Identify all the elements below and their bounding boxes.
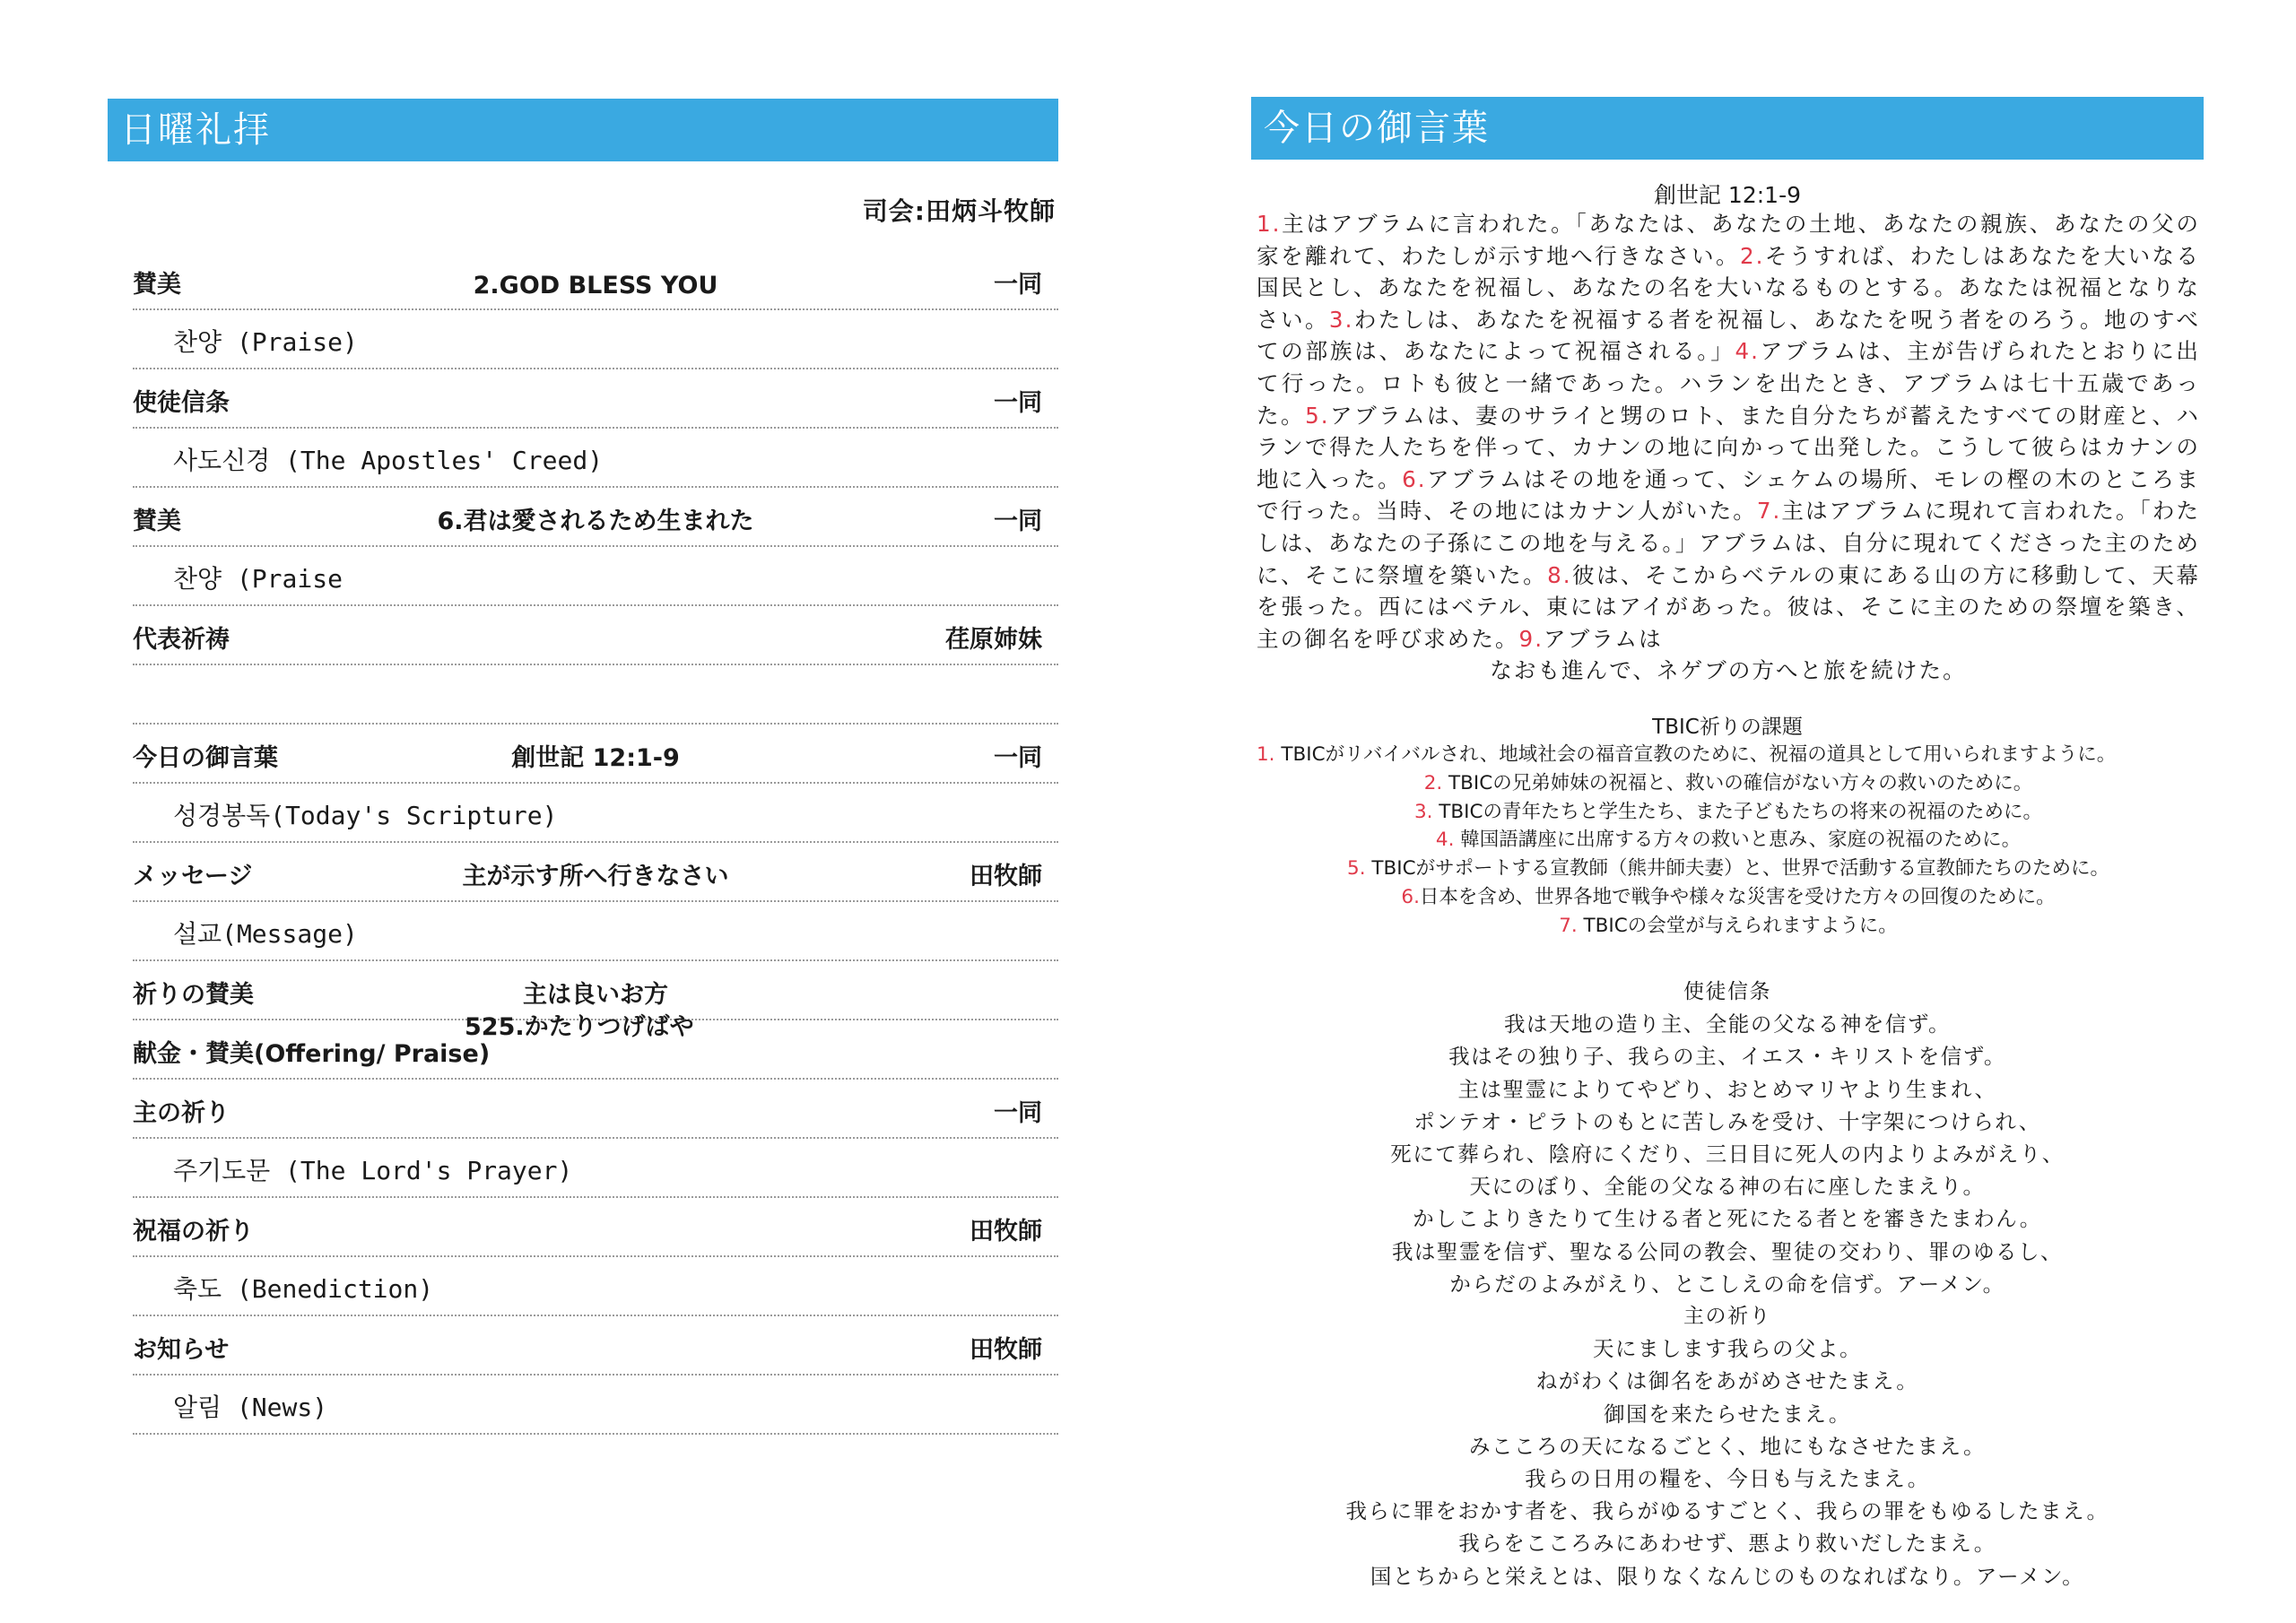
prayer-request-item xyxy=(1257,883,2200,912)
prayer-text: TBICがリバイバルされ、地域社会の福音宣教のために、祝福の道具として用いられますように。 xyxy=(1274,743,2117,766)
item-leader: 一同 xyxy=(994,744,1042,772)
lords-prayer-line: 我らに罪をおかす者を、我らがゆるすごとく、我らの罪をもゆるしたまえ。 xyxy=(1345,1498,2109,1524)
program-item-subtitle xyxy=(133,1139,1058,1198)
verse-text: アブラムは、主が告げられたとおりに出て行った。ロトも彼と一緒であった。ハランを出たとき、アブラムは七十五歳であった。 xyxy=(1257,338,2200,429)
item-title: 使徒信条 xyxy=(133,389,230,417)
program-item-subtitle xyxy=(133,784,1058,843)
scripture-reference: 創世記 12:1-9 xyxy=(1653,182,1801,208)
verse-text: わたしは、あなたを祝福する者を祝福し、あなたを呪う者をのろう。地のすべての部族は、あなたによって祝福される。」 xyxy=(1257,306,2200,365)
prayer-request-item xyxy=(1257,826,2200,855)
verse-text: そうすれば、わたしはあなたを大いなる国民とし、あなたを祝福し、あなたの名を大いなるものとする。あなたは祝福となりなさい。 xyxy=(1257,242,2200,333)
verse-text: 主はアブラムに現れて言われた。「わたしは、あなたの子孫にこの地を与える。」アブラムは、自分に現れてくださった主のために、そこに祭壇を築いた。 xyxy=(1257,498,2200,588)
item-detail: 創世記 12:1-9 xyxy=(511,744,680,772)
program-item xyxy=(133,369,1058,429)
item-title: メッセージ xyxy=(133,863,253,890)
item-leader: 一同 xyxy=(994,271,1042,299)
verse-text: アブラムはその地を通って、シェケムの場所、モレの樫の木のところまで行った。当時、その地にはカナン人がいた。 xyxy=(1257,465,2200,525)
item-korean-label: 찬양 (Praise xyxy=(173,564,343,594)
prayer-request-item xyxy=(1257,855,2200,883)
prayer-number: 3. xyxy=(1413,800,1433,823)
item-leader: 一同 xyxy=(994,1099,1042,1127)
lords-prayer-title: 主の祈り xyxy=(1683,1305,1771,1329)
prayer-request-item xyxy=(1257,741,2200,769)
verse-number: 7. xyxy=(1756,498,1782,525)
prayer-text: TBICの会堂が与えられますように。 xyxy=(1577,914,1898,937)
item-korean-label: 주기도문 (The Lord's Prayer) xyxy=(173,1156,573,1185)
lords-prayer-line: 天にまします我らの父よ。 xyxy=(1593,1336,1862,1362)
program-item-subtitle xyxy=(133,1376,1058,1435)
todays-word-banner: 今日の御言葉 xyxy=(1251,97,2204,160)
lords-prayer-line: ねがわくは御名をあがめさせたまえ。 xyxy=(1535,1368,1919,1394)
item-detail: 主は良いお方 xyxy=(523,981,668,1009)
program-item xyxy=(133,1013,1058,1080)
program-item xyxy=(133,1198,1058,1257)
item-korean-label: 알림 (News) xyxy=(173,1393,328,1422)
item-title: 賛美 xyxy=(133,271,181,299)
prayer-number: 5. xyxy=(1347,857,1366,881)
creed-line: 我は聖霊を信ず、聖なる公同の教会、聖徒の交わり、罪のゆるし、 xyxy=(1391,1238,2064,1264)
lords-prayer-line: みこころの天になるごとく、地にもなさせたまえ。 xyxy=(1469,1433,1986,1459)
item-korean-label: 설교(Message) xyxy=(173,919,358,949)
item-title: 今日の御言葉 xyxy=(133,744,278,772)
item-leader: 荏原姉妹 xyxy=(945,626,1042,654)
item-detail: 6.君は愛されるため生まれた xyxy=(437,508,754,535)
program-item-subtitle xyxy=(133,429,1058,488)
creed-and-prayer xyxy=(1251,976,2204,1593)
item-leader: 田牧師 xyxy=(970,1218,1042,1245)
program-item xyxy=(133,1316,1058,1376)
prayer-number: 6. xyxy=(1401,885,1420,908)
lords-prayer-line: 我らをこころみにあわせず、悪より救いだしたまえ。 xyxy=(1458,1531,1996,1557)
lords-prayer-line: 御国を来たらせたまえ。 xyxy=(1604,1401,1851,1427)
item-title: 代表祈祷 xyxy=(133,626,230,654)
prayer-request-item xyxy=(1257,912,2200,941)
program-item-subtitle xyxy=(133,547,1058,606)
creed-line: 我は天地の造り主、全能の父なる神を信ず。 xyxy=(1503,1011,1952,1037)
verse-text-final: なおも進んで、ネゲブの方へと旅を続けた。 xyxy=(1490,657,1967,684)
prayer-text: TBICの青年たちと学生たち、また子どもたちの将来の祝福のために。 xyxy=(1432,800,2043,823)
creed-line: からだのよみがえり、とこしえの命を信ず。アーメン。 xyxy=(1449,1271,2005,1297)
verse-text: アブラムは xyxy=(1544,625,1663,652)
scripture-text xyxy=(1257,208,2200,687)
item-title: お知らせ xyxy=(133,1336,230,1364)
prayer-text: TBICがサポートする宣教師（熊井師夫妻）と、世界で活動する宣教師たちのために。 xyxy=(1365,857,2109,881)
item-korean-label: 찬양 (Praise) xyxy=(173,327,358,357)
prayer-number: 2. xyxy=(1423,771,1443,794)
creed-title: 使徒信条 xyxy=(1683,980,1771,1003)
program-item xyxy=(133,843,1058,902)
verse-text: 主はアブラムに言われた。「あなたは、あなたの土地、あなたの親族、あなたの父の家を離れて、わたしが示す地へ行きなさい。 xyxy=(1257,211,2200,269)
program-item xyxy=(133,251,1058,310)
item-detail: 525.かたりつげばや xyxy=(465,1013,694,1041)
lords-prayer-line: 国とちからと栄えとは、限りなくなんじのものなればなり。アーメン。 xyxy=(1370,1563,2085,1589)
creed-line: 我はその独り子、我らの主、イエス・キリストを信ず。 xyxy=(1448,1044,2006,1070)
host-label: 司会:田炳斗牧師 xyxy=(862,196,1056,226)
item-title: 賛美 xyxy=(133,508,181,535)
verse-number: 1. xyxy=(1257,211,1282,237)
verse-number: 9. xyxy=(1518,625,1544,652)
item-detail: 2.GOD BLESS YOU xyxy=(473,272,718,299)
item-leader: 一同 xyxy=(994,508,1042,535)
creed-line: かしこよりきたりて生ける者と死にたる者とを審きたまわん。 xyxy=(1413,1206,2042,1232)
item-detail: 主が示す所へ行きなさい xyxy=(462,863,729,890)
verse-number: 6. xyxy=(1402,465,1427,492)
worship-program xyxy=(133,251,1058,1435)
program-item xyxy=(133,1080,1058,1139)
lords-prayer-line: 我らの日用の糧を、今日も与えたまえ。 xyxy=(1525,1466,1930,1492)
verse-number: 8. xyxy=(1547,561,1572,588)
verse-text: 彼は、そこからベテルの東にある山の方に移動して、天幕を張った。西にはベテル、東にはアイがあった。彼は、そこに主のための祭壇を築き、主の御名を呼び求めた。 xyxy=(1257,561,2200,652)
item-title: 祝福の祈り xyxy=(133,1218,254,1245)
prayer-request-item xyxy=(1257,769,2200,798)
prayer-text: TBICの兄弟姉妹の祝福と、救いの確信がない方々の救いのために。 xyxy=(1442,771,2033,794)
item-leader: 田牧師 xyxy=(970,1336,1042,1364)
verse-number: 4. xyxy=(1735,338,1760,365)
prayer-request-item xyxy=(1257,798,2200,827)
program-item xyxy=(133,488,1058,547)
creed-line: 天にのぼり、全能の父なる神の右に座したまえり。 xyxy=(1469,1174,1986,1200)
prayer-text: 日本を含め、世界各地で戦争や様々な災害を受けた方々の回復のために。 xyxy=(1419,885,2056,908)
program-item-subtitle xyxy=(133,310,1058,369)
item-title: 献金・賛美(Offering/ Praise) xyxy=(133,1040,491,1068)
item-korean-label: 사도신경 (The Apostles' Creed) xyxy=(173,446,604,475)
program-item-subtitle xyxy=(133,1257,1058,1316)
program-item xyxy=(133,725,1058,784)
item-korean-label: 축도 (Benediction) xyxy=(173,1274,434,1304)
verse-text: アブラムは、妻のサライと甥のロト、また自分たちが蓄えたすべての財産と、ハランで得た人たちを伴って、カナンの地に向かって出発した。こうして彼らはカナンの地に入った。 xyxy=(1257,402,2200,492)
prayer-text: 韓国語講座に出席する方々の救いと恵み、家庭の祝福のために。 xyxy=(1454,829,2022,852)
prayer-number: 4. xyxy=(1435,829,1455,852)
prayer-requests-list xyxy=(1257,741,2200,941)
item-leader: 田牧師 xyxy=(970,863,1042,890)
program-item xyxy=(133,961,1058,1020)
sunday-worship-banner: 日曜礼拝 xyxy=(108,99,1058,161)
prayer-requests-title: TBIC祈りの課題 xyxy=(1652,716,1803,739)
verse-number: 3. xyxy=(1328,306,1354,333)
creed-line: 主は聖霊によりてやどり、おとめマリヤより生まれ、 xyxy=(1457,1076,1997,1102)
item-title: 祈りの賛美 xyxy=(133,981,254,1009)
prayer-number: 1. xyxy=(1257,743,1275,766)
creed-line: 死にて葬られ、陰府にくだり、三日目に死人の内よりよみがえり、 xyxy=(1390,1141,2065,1167)
creed-line: ポンテオ・ピラトのもとに苦しみを受け、十字架につけられ、 xyxy=(1413,1108,2041,1134)
program-item-subtitle xyxy=(133,665,1058,725)
verse-number: 2. xyxy=(1739,242,1765,269)
verse-number: 5. xyxy=(1305,402,1330,429)
program-item-subtitle xyxy=(133,902,1058,961)
item-title: 主の祈り xyxy=(133,1099,230,1127)
item-leader: 一同 xyxy=(994,389,1042,417)
prayer-number: 7. xyxy=(1559,914,1578,937)
item-korean-label: 성경봉독(Today's Scripture) xyxy=(173,801,558,830)
program-item xyxy=(133,606,1058,665)
